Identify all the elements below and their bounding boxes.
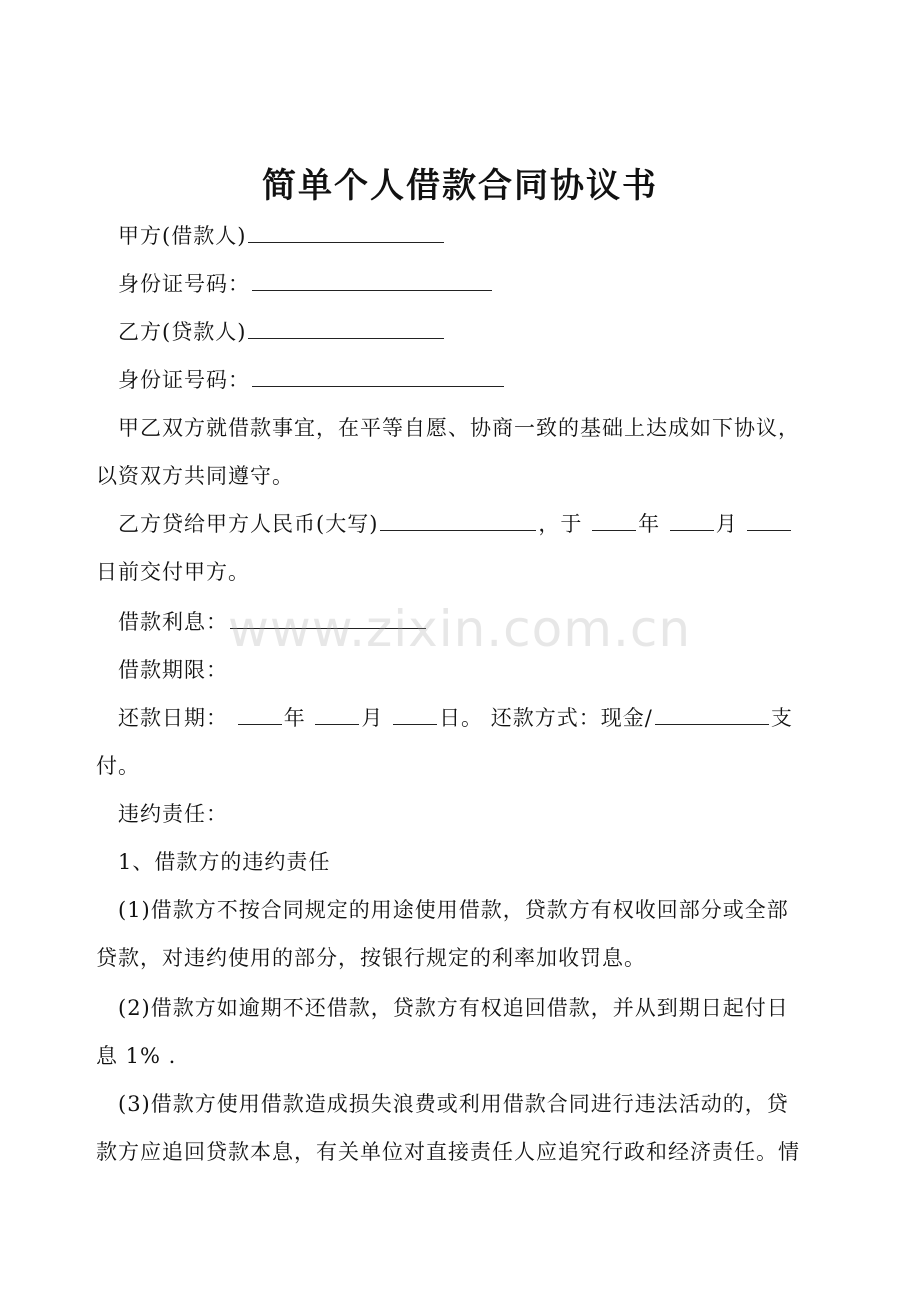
intro-line-1: 甲乙双方就借款事宜，在平等自愿、协商一致的基础上达成如下协议， (118, 416, 800, 440)
repay-method-label: 还款方式：现金/ (490, 706, 653, 730)
clause-2-line-1: (2)借款方如逾期不还借款，贷款方有权追回借款，并从到期日起付日 (118, 996, 789, 1020)
repay-line-1 (96, 694, 848, 742)
party-b-blank (248, 314, 444, 339)
party-a-id-line (96, 260, 848, 308)
party-b-id-line (96, 356, 848, 404)
repay-year-blank (238, 700, 282, 725)
loan-comma: ，于 (538, 512, 583, 536)
clause-1-line-2: 贷款，对违约使用的部分，按银行规定的利率加收罚息。 (96, 946, 646, 970)
repay-line-2: 付。 (96, 754, 140, 778)
party-a-id-label: 身份证号码： (118, 272, 250, 296)
party-b-label: 乙方(贷款人) (118, 320, 247, 344)
loan-day-blank (747, 506, 791, 531)
loan-year-blank (592, 506, 636, 531)
repay-method-blank (655, 700, 769, 725)
breach-label: 违约责任： (118, 802, 228, 826)
loan-year-label: 年 (638, 512, 661, 536)
repay-day-label: 日。 (439, 706, 484, 730)
clause-3-line-1: (3)借款方使用借款造成损失浪费或利用借款合同进行违法活动的，贷 (118, 1092, 789, 1116)
party-a-blank (248, 218, 444, 243)
loan-line-1 (96, 500, 848, 548)
loan-amount-blank (380, 506, 536, 531)
repay-month-blank (315, 700, 359, 725)
party-a-line (96, 212, 848, 260)
loan-prefix: 乙方贷给甲方人民币(大写) (118, 512, 379, 536)
intro-line-2: 以资双方共同遵守。 (96, 464, 294, 488)
loan-month-blank (670, 506, 714, 531)
clause-2-line-2: 息 1% . (96, 1044, 177, 1068)
repay-month-label: 月 (361, 706, 384, 730)
interest-label: 借款利息： (118, 610, 228, 634)
breach-section-1: 1、借款方的违约责任 (118, 850, 331, 874)
repay-zhi: 支 (770, 706, 793, 730)
party-a-label: 甲方(借款人) (118, 224, 247, 248)
repay-day-blank (393, 700, 437, 725)
party-b-id-blank (252, 362, 504, 387)
term-label: 借款期限： (118, 658, 228, 682)
repay-label: 还款日期： (118, 706, 228, 730)
party-b-id-label: 身份证号码： (118, 368, 250, 392)
clause-3-line-2: 款方应追回贷款本息，有关单位对直接责任人应追究行政和经济责任。情 (96, 1140, 800, 1164)
clause-1-line-1: (1)借款方不按合同规定的用途使用借款，贷款方有权收回部分或全部 (118, 898, 789, 922)
watermark-text: www.zixin.com.cn (228, 600, 692, 658)
loan-line-2: 日前交付甲方。 (96, 560, 250, 584)
document-title: 简单个人借款合同协议书 (262, 166, 658, 206)
repay-year-label: 年 (283, 706, 306, 730)
party-a-id-blank (252, 266, 492, 291)
party-b-line (96, 308, 848, 356)
loan-month-label: 月 (715, 512, 738, 536)
